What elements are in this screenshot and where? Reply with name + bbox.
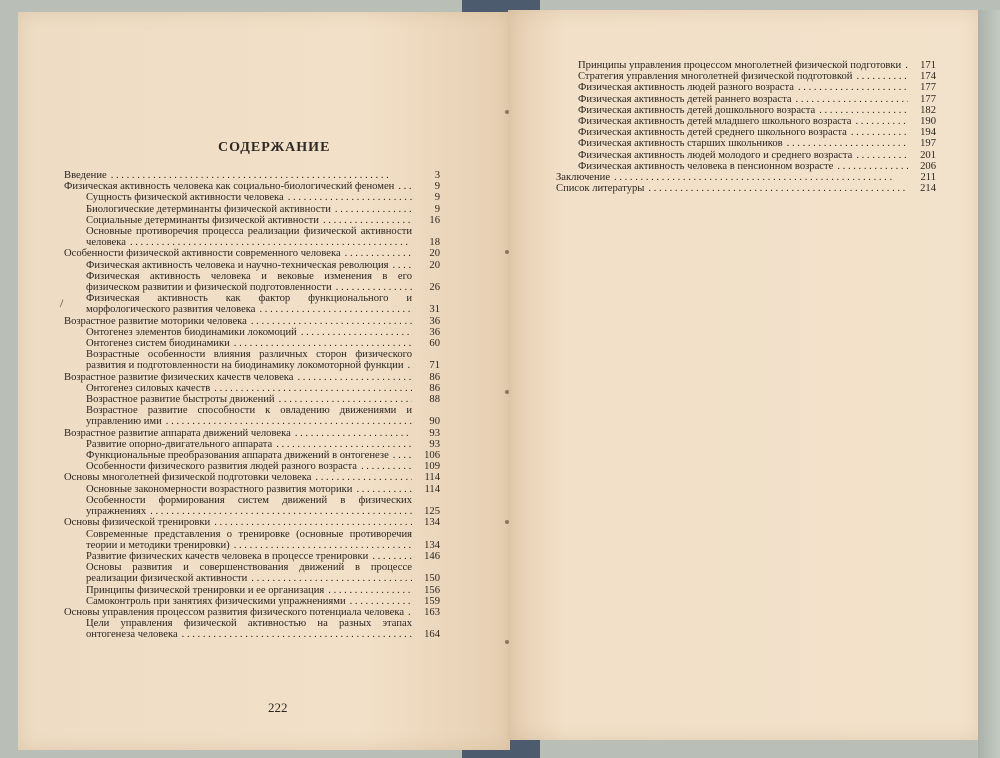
binding-stitch [505, 520, 509, 524]
toc-entry-page: 177 [920, 82, 936, 94]
toc-entry [556, 138, 936, 149]
toc-entry-title: Особенности формирования систем движений в физических упражнениях . . . [64, 495, 412, 517]
toc-entry [64, 405, 440, 427]
toc-entry-title: Основные противоречия процесса реализации физической активности человека . . . [64, 226, 412, 248]
toc-entry [64, 181, 440, 192]
toc-entry-page: 190 [920, 116, 936, 128]
toc-entry-page: 36 [429, 315, 440, 327]
toc-entry [64, 271, 440, 293]
binding-stitch [505, 250, 509, 254]
toc-entry [556, 116, 936, 127]
toc-entry-page: 26 [429, 282, 440, 294]
toc-entry-title: Онтогенез систем биодинамики . . . [64, 338, 412, 349]
toc-entry [64, 618, 440, 640]
toc-entry-title: Онтогенез элементов биодинамики локомоций . . . [64, 327, 412, 338]
toc-entry-page: 134 [424, 517, 440, 529]
toc-entry-title: Онтогенез силовых качеств . . . [64, 383, 412, 394]
toc-entry-title: Самоконтроль при занятиях физическими упражнениями . . . [64, 596, 412, 607]
toc-entry-title: Физическая активность человека в пенсионном возрасте . . . [556, 161, 908, 172]
toc-entry-title: Возрастное развитие аппарата движений человека . . . [64, 428, 412, 439]
toc-entry-title: Основные закономерности возрастного развития моторики . . . [64, 484, 412, 495]
toc-entry-page: 88 [429, 394, 440, 406]
toc-entry-title: Физическая активность людей молодого и среднего возраста . . . [556, 150, 908, 161]
toc-entry [64, 192, 440, 203]
toc-entry [64, 327, 440, 338]
toc-entry-page: 36 [429, 326, 440, 338]
toc-entry-page: 156 [424, 584, 440, 596]
toc-entry [556, 161, 936, 172]
toc-entry-page: 171 [920, 60, 936, 71]
toc-entry-title: Физическая активность как фактор функционального и морфологического развития человека . . . [64, 293, 412, 315]
toc-entry-title: Физическая активность старших школьников . . . [556, 138, 908, 149]
toc-entry-page: 86 [429, 371, 440, 383]
toc-entry-page: 20 [429, 248, 440, 260]
toc-entry-page: 194 [920, 127, 936, 139]
toc-entry-title: Физическая активность людей разного возраста . . . [556, 82, 908, 93]
toc-entry-page: 31 [429, 304, 440, 316]
toc-entry [556, 172, 936, 183]
toc-entry-page: 174 [920, 71, 936, 83]
toc-entry-page: 206 [920, 160, 936, 172]
toc-entry-page: 214 [920, 183, 936, 195]
toc-entry-title: Функциональные преобразования аппарата движений в онтогенезе . . . [64, 450, 412, 461]
toc-entry-title: Стратегия управления многолетней физической подготовкой . . . [556, 71, 908, 82]
toc-entry [556, 183, 936, 194]
toc-entry-page: 106 [424, 450, 440, 462]
toc-entry-title: Список литературы . . . [556, 183, 908, 194]
toc-entry-page: 93 [429, 427, 440, 439]
toc-entry [64, 495, 440, 517]
toc-entry-page: 16 [429, 214, 440, 226]
toc-entry [64, 204, 440, 215]
toc-entry [64, 372, 440, 383]
toc-entry-page: 9 [434, 192, 440, 204]
toc-entry-title: Основы развития и совершенствования движений в процессе реализации физической активности . . . [64, 562, 412, 584]
toc-entry-page: 211 [920, 172, 936, 184]
binding-stitch [505, 110, 509, 114]
toc-entry-page: 9 [434, 203, 440, 215]
pencil-mark: / [60, 296, 64, 310]
toc-entry [64, 428, 440, 439]
toc-entry-title: Возрастные особенности влияния различных сторон физического развития и подготовленности на биодинамику локомоторной функции . . . [64, 349, 412, 371]
toc-entry-title: Физическая активность детей дошкольного возраста . . . [556, 105, 908, 116]
toc-entry-title: Принципы физической тренировки и ее организация . . . [64, 585, 412, 596]
toc-entry-page: 197 [920, 138, 936, 150]
toc-entry [64, 450, 440, 461]
toc-entry [556, 127, 936, 138]
toc-entry [64, 248, 440, 259]
toc-entry-title: Физическая активность человека как социально-биологический феномен . . . [64, 181, 412, 192]
toc-entry [556, 60, 936, 71]
toc-entry [64, 607, 440, 618]
toc-title: СОДЕРЖАНИЕ [218, 140, 331, 155]
toc-entry-title: Физическая активность человека и вековые изменения в его физическом развитии и физической подготовленности . . . [64, 271, 412, 293]
toc-entry-title: Основы многолетней физической подготовки человека . . . [64, 472, 412, 483]
toc-entry-page: 182 [920, 104, 936, 116]
toc-entry-page: 93 [429, 438, 440, 450]
toc-entry [64, 215, 440, 226]
toc-entry-title: Цели управления физической активностью на разных этапах онтогенеза человека . . . [64, 618, 412, 640]
toc-entry [64, 316, 440, 327]
toc-entry [64, 383, 440, 394]
toc-entry-page: 164 [424, 629, 440, 641]
toc-entry-page: 109 [424, 461, 440, 473]
toc-entry-title: Введение . . . [64, 170, 412, 181]
toc-entry-title: Возрастное развитие способности к овладению движениями и управлению ими . . . [64, 405, 412, 427]
toc-entry-title: Возрастное развитие физических качеств человека . . . [64, 372, 412, 383]
toc-entry-page: 3 [434, 170, 440, 181]
toc-entry-title: Заключение . . . [556, 172, 908, 183]
toc-entry-page: 159 [424, 595, 440, 607]
toc-entry-page: 125 [424, 506, 440, 518]
toc-entry-page: 177 [920, 93, 936, 105]
toc-entry-title: Основы управления процессом развития физического потенциала человека . . . [64, 607, 412, 618]
toc-entry-page: 114 [424, 483, 440, 495]
toc-entry-title: Возрастное развитие моторики человека . . . [64, 316, 412, 327]
toc-entry [64, 349, 440, 371]
toc-entry-title: Развитие опорно-двигательного аппарата . . . [64, 439, 412, 450]
toc-entry [64, 226, 440, 248]
toc-entry [64, 394, 440, 405]
toc-entry [64, 293, 440, 315]
toc-entry-page: 114 [424, 472, 440, 484]
toc-entry-page: 146 [424, 550, 440, 562]
toc-entry [64, 170, 440, 181]
toc-entry-page: 163 [424, 606, 440, 618]
toc-entry [556, 71, 936, 82]
toc-entry-title: Физическая активность детей среднего школьного возраста . . . [556, 127, 908, 138]
toc-entry-title: Биологические детерминанты физической активности . . . [64, 204, 412, 215]
toc-entry [64, 472, 440, 483]
toc-entry-title: Основы физической тренировки . . . [64, 517, 412, 528]
binding-stitch [505, 390, 509, 394]
toc-entry-title: Физическая активность человека и научно-техническая революция . . . [64, 260, 412, 271]
toc-entry-page: 60 [429, 338, 440, 350]
toc-entry-title: Физическая активность детей младшего школьного возраста . . . [556, 116, 908, 127]
toc-entry-title: Социальные детерминанты физической активности . . . [64, 215, 412, 226]
toc-entry-title: Возрастное развитие быстроты движений . . . [64, 394, 412, 405]
toc-entry [556, 94, 936, 105]
toc-entry-title: Сущность физической активности человека . . . [64, 192, 412, 203]
toc-entry [556, 82, 936, 93]
toc-entry [64, 338, 440, 349]
toc-right-column [556, 60, 936, 194]
toc-entry-page: 201 [920, 149, 936, 161]
toc-entry [556, 105, 936, 116]
toc-entry-title: Особенности физического развития людей разного возраста . . . [64, 461, 412, 472]
toc-entry-page: 134 [424, 539, 440, 551]
toc-entry [64, 517, 440, 528]
toc-entry-page: 18 [429, 237, 440, 249]
toc-entry-page: 150 [424, 573, 440, 585]
toc-entry [64, 260, 440, 271]
toc-entry-title: Развитие физических качеств человека в процессе тренировки . . . [64, 551, 412, 562]
toc-entry [64, 551, 440, 562]
toc-entry-page: 9 [434, 181, 440, 193]
toc-entry-title: Принципы управления процессом многолетней физической подготовки . . . [556, 60, 908, 71]
toc-entry [64, 439, 440, 450]
binding-stitch [505, 640, 509, 644]
toc-entry-page: 20 [429, 259, 440, 271]
toc-entry-title: Особенности физической активности современного человека . . . [64, 248, 412, 259]
toc-entry [64, 529, 440, 551]
toc-entry [64, 562, 440, 584]
toc-entry-title: Современные представления о тренировке (основные противоречия теории и методики тренировки) . . . [64, 529, 412, 551]
toc-left-column [64, 170, 440, 641]
toc-entry [556, 150, 936, 161]
toc-entry [64, 596, 440, 607]
toc-entry [64, 585, 440, 596]
toc-entry-title: Физическая активность детей раннего возраста . . . [556, 94, 908, 105]
toc-entry-page: 90 [429, 416, 440, 428]
toc-entry-page: 71 [429, 360, 440, 372]
toc-entry [64, 484, 440, 495]
toc-entry-page: 86 [429, 382, 440, 394]
cover-edge [978, 10, 1000, 758]
toc-entry [64, 461, 440, 472]
page-number: 222 [268, 700, 288, 715]
